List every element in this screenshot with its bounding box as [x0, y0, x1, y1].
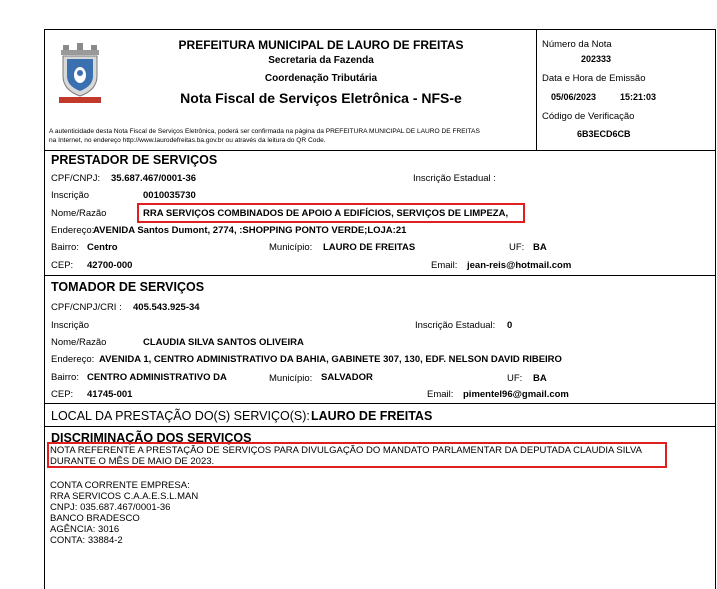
- conta-line: BANCO BRADESCO: [50, 513, 140, 524]
- prestador-endereco-label: Endereço:: [51, 225, 95, 236]
- tomador-cpf-label: CPF/CNPJ/CRI :: [51, 302, 122, 313]
- nfse-document: [44, 29, 716, 589]
- secretaria-subtitle: Secretaria da Fazenda: [268, 55, 374, 66]
- conta-line: CONTA: 33884-2: [50, 535, 123, 546]
- prestador-uf-value: BA: [533, 242, 547, 253]
- prestador-nome-value: RRA SERVIÇOS COMBINADOS DE APOIO A EDIFÍCIOS, SERVIÇOS DE LIMPEZA,: [143, 208, 509, 219]
- prestador-inscricao-label: Inscrição: [51, 190, 90, 201]
- tomador-email-label: Email:: [427, 389, 454, 400]
- conta-line: CNPJ: 035.687.467/0001-36: [50, 502, 171, 513]
- tomador-uf-label: UF:: [507, 373, 523, 384]
- prefeitura-title: PREFEITURA MUNICIPAL DE LAURO DE FREITAS: [178, 38, 464, 52]
- prestador-email-label: Email:: [431, 260, 458, 271]
- coordenacao-subtitle: Coordenação Tributária: [264, 73, 378, 84]
- hora-emissao-value: 15:21:03: [620, 92, 657, 102]
- prestador-cpf-label: CPF/CNPJ:: [51, 173, 101, 184]
- divider-local: [45, 426, 715, 427]
- codigo-verificacao-value: 6B3ECD6CB: [577, 129, 631, 139]
- prestador-municipio-value: LAURO DE FREITAS: [323, 242, 416, 253]
- tomador-inscricao-label: Inscrição: [51, 320, 90, 331]
- divider-tomador: [45, 403, 715, 404]
- prestador-uf-label: UF:: [509, 242, 525, 253]
- prestador-endereco-value: AVENIDA Santos Dumont, 2774, :SHOPPING PONTO VERDE;LOJA:21: [93, 225, 407, 236]
- autenticidade-line-2: na Internet, no endereço http://www.laurodefreitas.ba.gov.br ou através da leitura do QR Code.: [49, 137, 326, 144]
- tomador-bairro-value: CENTRO ADMINISTRATIVO DA: [87, 372, 227, 383]
- tomador-ie-label: Inscrição Estadual:: [415, 320, 496, 331]
- nfse-title: Nota Fiscal de Serviços Eletrônica - NFS-e: [180, 90, 462, 106]
- tomador-municipio-label: Município:: [269, 373, 313, 384]
- local-prestacao-value: LAURO DE FREITAS: [311, 409, 433, 423]
- discriminacao-line-2: DURANTE O MÊS DE MAIO DE 2023.: [50, 456, 215, 467]
- tomador-endereco-label: Endereço:: [51, 354, 95, 365]
- tomador-cep-value: 41745-001: [87, 389, 133, 400]
- prestador-municipio-label: Município:: [269, 242, 313, 253]
- prestador-title: PRESTADOR DE SERVIÇOS: [51, 153, 218, 167]
- tomador-email-value: pimentel96@gmail.com: [463, 389, 569, 400]
- tomador-bairro-label: Bairro:: [51, 372, 79, 383]
- prestador-email-value: jean-reis@hotmail.com: [467, 260, 572, 271]
- prestador-ie-label: Inscrição Estadual :: [413, 173, 496, 184]
- tomador-uf-value: BA: [533, 373, 547, 384]
- city-coat-of-arms-icon: [57, 42, 103, 106]
- tomador-ie-value: 0: [507, 320, 513, 331]
- local-prestacao-label: LOCAL DA PRESTAÇÃO DO(S) SERVIÇO(S):: [51, 409, 310, 423]
- prestador-cpf-value: 35.687.467/0001-36: [111, 173, 197, 184]
- prestador-inscricao-value: 0010035730: [143, 190, 196, 201]
- numero-nota-value: 202333: [581, 54, 612, 64]
- divider-prestador: [45, 275, 715, 276]
- tomador-nome-value: CLAUDIA SILVA SANTOS OLIVEIRA: [143, 337, 304, 348]
- conta-line: AGÊNCIA: 3016: [50, 524, 120, 535]
- data-emissao-value: 05/06/2023: [551, 92, 597, 102]
- discriminacao-title: DISCRIMINAÇÃO DOS SERVIÇOS: [51, 431, 252, 445]
- tomador-nome-label: Nome/Razão: [51, 337, 107, 348]
- prestador-bairro-value: Centro: [87, 242, 118, 253]
- tomador-endereco-value: AVENIDA 1, CENTRO ADMINISTRATIVO DA BAHIA, GABINETE 307, 130, EDF. NELSON DAVID RIBEIRO: [99, 354, 562, 365]
- document-header: [45, 30, 715, 151]
- prestador-nome-label: Nome/Razão: [51, 208, 107, 219]
- conta-line: RRA SERVICOS C.A.A.E.S.L.MAN: [50, 491, 199, 502]
- codigo-verificacao-label: Código de Verificação: [542, 111, 635, 122]
- autenticidade-line-1: A autenticidade desta Nota Fiscal de Serviços Eletrônica, poderá ser confirmada na página da PREFEITURA MUNICIPAL DE LAURO DE FREITAS: [49, 128, 480, 135]
- conta-line: CONTA CORRENTE EMPRESA:: [50, 480, 190, 491]
- tomador-title: TOMADOR DE SERVIÇOS: [51, 280, 205, 294]
- tomador-cpf-value: 405.543.925-34: [133, 302, 200, 313]
- tomador-cep-label: CEP:: [51, 389, 74, 400]
- discriminacao-line-1: NOTA REFERENTE A PRESTAÇÃO DE SERVIÇOS PARA DIVULGAÇÃO DO MANDATO PARLAMENTAR DA DEPUTADA CLAUDIA SILVA: [50, 445, 642, 456]
- numero-nota-label: Número da Nota: [542, 39, 612, 50]
- prestador-cep-label: CEP:: [51, 260, 74, 271]
- prestador-bairro-label: Bairro:: [51, 242, 79, 253]
- header-divider: [536, 30, 537, 150]
- prestador-cep-value: 42700-000: [87, 260, 133, 271]
- tomador-municipio-value: SALVADOR: [321, 372, 373, 383]
- data-emissao-label: Data e Hora de Emissão: [542, 73, 646, 84]
